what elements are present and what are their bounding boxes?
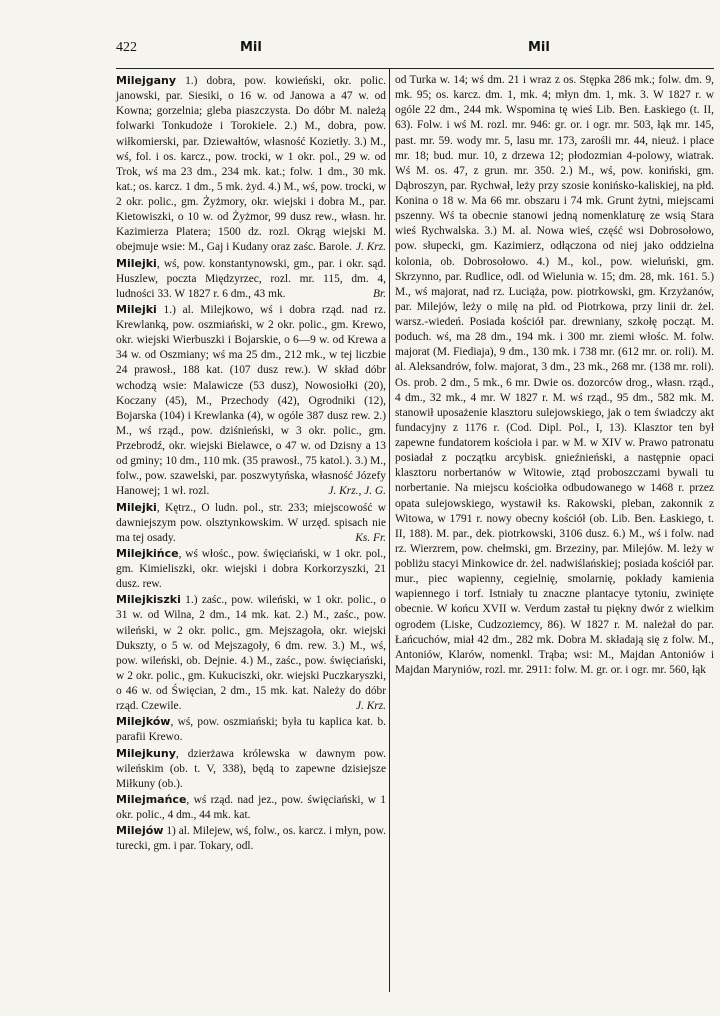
entry <box>116 792 386 823</box>
entry-text: , wś, pow. konstantynowski, gm., par. i okr. sąd. Huszlew, poczta Międzyrzec, rozl. mr. 115, dm. 4, ludności 33. W 1827 r. 6 dm., 43 mk. <box>116 257 386 300</box>
entry-text: 1.) zaśc., pow. wileński, w 1 okr. polic., o 31 w. od Wilna, 2 dm., 14 mk. kat. 2.) M., zaśc., pow. wileński, w 2 okr. polic., gm. Mejszagoła, okr. wiejski Dukszty, o 5 w. od Mejszagoły, 6 dm. rew. 3.) M., wś, pow. wileński, ob. Dejnie. 4.) M., zaśc., pow. święciański, w 2 okr. polic., gm. Kukuciszki, okr. wiejski Puczkaryszki, o 46 w. od Święcian, 2 dm., 15 mk. kat. Należy do dóbr rząd. Czewile. <box>116 594 386 713</box>
column-divider <box>389 68 390 992</box>
right-running-head: Mil <box>528 40 550 55</box>
entry-headword: Milejkińce <box>116 546 179 560</box>
entry-text: , wś włośc., pow. święciański, w 1 okr. pol., gm. Kimieliszki, okr. wiejski i dobra Korkorzyszki, 21 dusz. rew. <box>116 547 386 591</box>
entry-headword: Milejów <box>116 824 164 838</box>
entry-text: , dzierżawa królewska w dawnym pow. wileńskim (ob. t. V, 338), będą to zapewne dzisiejsze Miłkuny (ob.). <box>116 747 386 790</box>
entry <box>395 73 714 678</box>
entry-signature: Br. <box>373 287 386 300</box>
entry <box>116 714 386 745</box>
entry-text: 1) al. Milejew, wś, folw., os. karcz. i młyn, pow. turecki, gm. i par. Tokary, odl. <box>116 825 386 853</box>
entry <box>116 546 386 592</box>
entry <box>116 823 386 854</box>
entry-headword: Milejki <box>116 500 157 514</box>
left-running-head: Mil <box>240 40 262 55</box>
entry-headword: Milejkiszki <box>116 593 181 607</box>
entry <box>116 256 386 302</box>
entry-text: 1.) al. Milejkowo, wś i dobra rząd. nad rz. Krewlanką, pow. oszmiański, w 2 okr. polic., gm. Krewo, okr. wiejski Wierbuszki i Bojarskie, o 6—9 w. od Krewa a 34 w. od Oszmiany; wś ma 25 dm., 212 mk., w tej liczbie 24 prawosł., 188 kat. (107 dusz rew.). W skład dóbr wchodzą wsie: Malawicze (53 dusz), Nowosiołki (20), Koczany (45), M., Przechody (42), Ogrodniki (12), Bojarska (104) i Krewlanka (4), w ogóle 387 dusz rew. 2.) M., wś rząd., pow. dziśnieński, w 3 okr. polic., gm. Przebrodź, okr. wiejski Bielawce, o 47 w. od Dzisny a 13 od gminy; 10 dm., 110 mk. (35 prawosł., 75 katol.). 3.) M., folw., pow. szawelski, par. poszwytyńska, własność Józefy Hanowej; 1 wł. rozl. <box>116 303 386 498</box>
entry-signature: Ks. Fr. <box>355 531 386 544</box>
entry <box>116 73 386 256</box>
right-column <box>395 73 714 678</box>
page-number: 422 <box>116 40 137 55</box>
entry <box>116 592 386 714</box>
entry-text: od Turka w. 14; wś dm. 21 i wraz z os. Stępka 286 mk.; folw. dm. 9, mk. 95; os. karcz. dm. 1, mk. 4; młyn dm. 1, mk. 3. W 1827 r. w ogóle 22 dm., 244 mk. Wspomina tę wieś Lib. Ben. Łaskiego (t. II, 63). Folw. i wś M. rozl. mr. 946: gr. or. i ogr. mr. 503, łąk mr. 145, past. mr. 59. wody mr. 5, lasu mr. 173, zarośli mr. 44, nieuż. i place mr. 18; bud. mur. 10, z drzewa 12; płodozmian 4-polowy, wiatrak. Wś M. os. 47, z grun. mr. 350. 2.) M., wś, pow. koniński, gm. Dąbroszyn, par. Rychwał, leży przy szosie konińsko-kaliskiej, na płd. Konina o 18 w. Ma 66 mr. obszaru i 74 mk. Grunt żytni, miejscami pszenny. Wś ta obecnie stanowi jedną nomenklaturę ze wsią Stara wieś Rychwalska. 3.) M. al. Nowa wieś, część wsi Dobrosołowo, pow. słupecki, gm. Kazimierz, odłączona od niej jako oddzielna kolonia, ob. Dobrosołowo. 4.) M., kol., pow. wieluński, gm. Skrzynno, par. Rudlice, odl. od Wielunia w. 15; dm. 28, mk. 161. 5.) M., wś majorat, nad rz. Luciąża, pow. piotrkowski, gm. Krzyżanów, par. Milejów, leży o milę na płd. od Piotrkowa, przy linii dr. żel. warsz.-wiedeń. Posiada kościół par. drewniany, szkołę począt. M. poduch. wś, ma 28 dm., 194 mk. i 300 mr. ziemi włośc. M. folw. majorat (M. Fiediaja), 9 dm., 130 mk. i 738 mr. (612 mr. or. roli). M. al. Aleksandrów, folw. majorat, 3 dm., 23 mk., 268 mr. (138 mr. roli). Os. prob. 2 dm., 5 mk., 6 mr. Dwie os. dozorców drog., własn. rząd., 4 dm., 32 mk., 4 mr. W 1827 r. M. wś rząd., 95 dm., 582 mk. M. stanowił uposażenie klasztoru sulejowskiego, jak o tem świadczy akt fundacyjny z 1176 r. (Cod. Dipl. Pol., I, 13). Klasztor ten był zapewne fundatorem kościoła i par. w M. w XIV w. Prawo patronatu posiadał z początku arcybisk. gnieźnieński, a następnie opaci klasztoru norbertanów w Witowie, ztąd proboszczami bywali tu norbertanie. Na miejscu kościołka odbudowanego w 1468 r. przez opata sulejowskiego, wystawił ks. Rakowski, pleban, zakonnik z Witowa, w 1791 r. nowy obecny kościół (ob. Lib. Ben. Łaskiego, t. II, 188). M. par., dek. piotrkowski, 3106 dusz. 6.) M., wś i folw. nad rz. Wierzrem, pow. chełmski, gm. Brzeziny, par. Milejów. M. leży w pobliżu stacyi Minkowice dr. żel. nadwiślańskiej; posiada kościół par. mur., piec wapienny, cegielnię, smolarnię, pokłady kamienia wapiennego i torf. Istniały tu znaczne plantacye tytoniu, zwinięte obecnie. W końcu XVII w. Verdum zastał tu piękny dwór z wielkim ogrodem (Liske, Cudzoziemcy, 86). W 1827 r. M. należał do par. Łańcuchów, miał 42 dm., 282 mk. Dobra M. składają się z folw. M., Antoniów, Klarów, nomenkl. Trąba; wsi: M., Majdan Antoniów i Majdan Maryniów, rozl. mr. 2911: folw. M. gr. or. i ogr. mr. 560, łąk <box>395 74 714 676</box>
entry-text: , wś rząd. nad jez., pow. święciański, w 1 okr. polic., 4 dm., 44 mk. kat. <box>116 793 386 821</box>
left-column <box>116 73 386 854</box>
entry-text: 1.) dobra, pow. kowieński, okr. polic. janowski, par. Siesiki, o 16 w. od Janowa a 47 w. od Kowna; gorzelnia; gleba piaszczysta. Do dóbr M. należą folwarki Tonkudoże i Torokiele. 2.) M., dobra, pow. wiłkomierski, par. Dziewałtów, własność Kozietły. 3.) M., wś, fol. i os. karcz., pow. trocki, w 1 okr. pol., 29 w. od Trok, wś ma 23 dm., 234 mk. kat.; folw. 1 dm., 30 mk. kat.; os. karcz. 1 dm., 5 mk. żyd. 4.) M., wś, pow. trocki, w 2 okr. polic., gm. Żyżmory, okr. wiejski i dobra M., par. Kietowiszki, o 10 w. od Żyżmor, 99 dusz rew., własn. hr. Kazimierza Platera; 1500 dz. rozl. Okrąg wiejski M. obejmuje wsie: M., Gaj i Kudany oraz zaśc. Barole. <box>116 75 386 254</box>
entry-headword: Milejków <box>116 715 171 729</box>
entry-headword: Milejkuny <box>116 746 176 760</box>
entry <box>116 746 386 792</box>
entry-headword: Milejki <box>116 256 157 270</box>
entry-text: , wś, pow. oszmiański; była tu kaplica kat. b. parafii Krewo. <box>116 716 386 744</box>
entry <box>116 302 386 500</box>
entry-headword: Milejgany <box>116 74 177 87</box>
entry <box>116 500 386 546</box>
entry-signature: J. Krz., J. G. <box>328 485 386 498</box>
running-header <box>116 40 714 62</box>
entry-text: , Kętrz., O ludn. pol., str. 233; miejscowość w dawniejszym pow. olsztynkowskim. W urzęd. spisach nie ma tej osady. <box>116 501 386 544</box>
header-rule <box>116 68 714 69</box>
entry-signature: J. Krz. <box>355 700 386 713</box>
entry-headword: Milejmańce <box>116 792 187 806</box>
entry-signature: J. Krz. <box>355 241 386 254</box>
entry-headword: Milejki <box>116 302 157 316</box>
